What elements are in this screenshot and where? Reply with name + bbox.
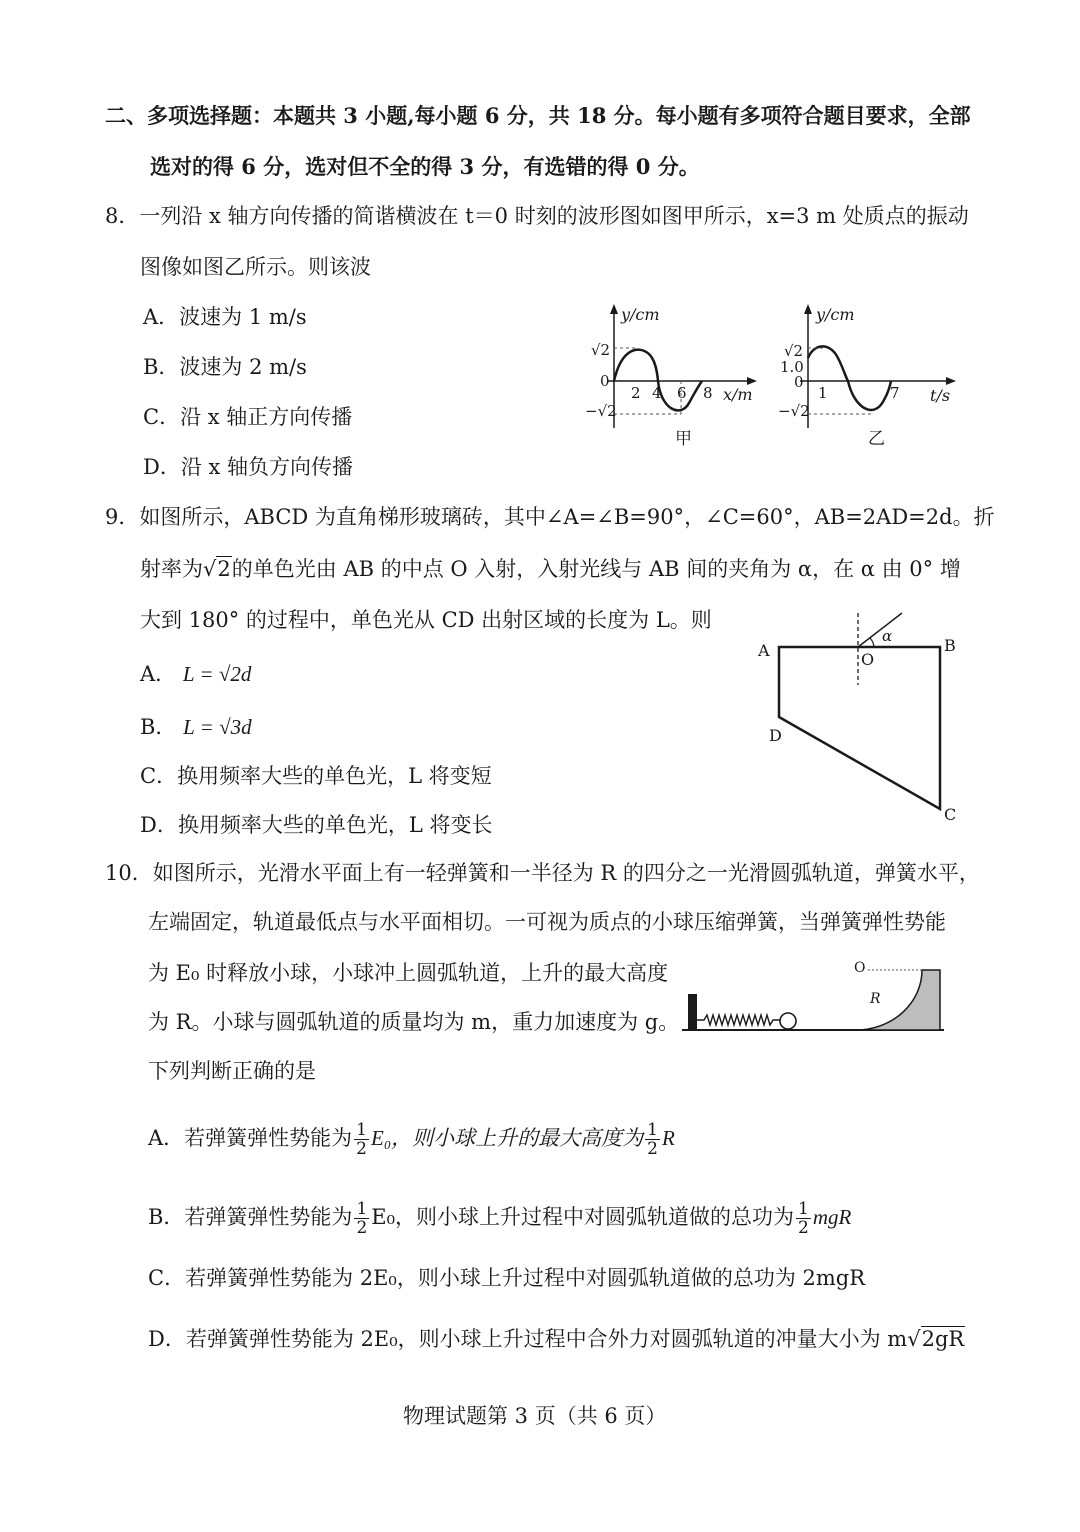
- incident-ray: [858, 613, 902, 647]
- spring: [697, 1015, 780, 1025]
- q10-option-c[interactable]: C．若弹簧弹性势能为 2E₀，则小球上升过程中对圆弧轨道做的总功为 2mgR: [148, 1266, 866, 1290]
- jia-xlabel: x/m: [723, 385, 753, 404]
- q10-option-d[interactable]: D．若弹簧弹性势能为 2E₀，则小球上升过程中合外力对圆弧轨道的冲量大小为 m√2gR: [148, 1327, 965, 1351]
- q10-option-a[interactable]: A．若弹簧弹性势能为 $\frac{1}{2}$ E₀，则小球上升的最大高度为 $\frac{1}{2}$ R: [148, 1120, 675, 1159]
- q9-option-c[interactable]: C．换用频率大些的单色光，L 将变短: [140, 764, 492, 788]
- q10-stem-line3: 为 E₀ 时释放小球，小球冲上圆弧轨道，上升的最大高度: [148, 961, 669, 985]
- label-d: D: [769, 726, 782, 745]
- q9-stem-line2: 射率为√2的单色光由 AB 的中点 O 入射，入射光线与 AB 间的夹角为 α，在 α 由 0° 增: [140, 557, 961, 581]
- q8-option-a[interactable]: A．波速为 1 m/s: [143, 305, 307, 329]
- q10-stem-line2: 左端固定，轨道最低点与水平面相切。一可视为质点的小球压缩弹簧，当弹簧弹性势能: [148, 910, 946, 934]
- q10-stem-line4: 为 R。小球与圆弧轨道的质量均为 m，重力加速度为 g。: [148, 1010, 680, 1034]
- arc-track: [856, 970, 940, 1030]
- section-title-line1: 二、多项选择题：本题共 3 小题,每小题 6 分，共 18 分。每小题有多项符合题目要求，全部: [105, 103, 971, 128]
- jia-ylabel: y/cm: [621, 305, 660, 324]
- jia-x-arrow: [747, 377, 757, 385]
- ball: [780, 1013, 796, 1029]
- q10-stem-line1: 10．如图所示，光滑水平面上有一轻弹簧和一半径为 R 的四分之一光滑圆弧轨道，弹簧水平，: [105, 861, 980, 885]
- q10-stem-line5: 下列判断正确的是: [148, 1059, 316, 1083]
- q8-option-b[interactable]: B．波速为 2 m/s: [143, 355, 307, 379]
- q9-stem-line1: 9．如图所示，ABCD 为直角梯形玻璃砖，其中∠A=∠B=90°，∠C=60°，AB=2AD=2d。折: [105, 505, 995, 529]
- label-a: A: [758, 641, 770, 660]
- wall: [688, 994, 697, 1030]
- q9-option-b[interactable]: B． L = √3d: [140, 715, 252, 739]
- yi-y1: 1.0: [780, 358, 804, 376]
- q8-option-c[interactable]: C．沿 x 轴正方向传播: [143, 405, 353, 429]
- yi-y-arrow: [804, 304, 812, 314]
- yi-tick-7: 7: [890, 384, 900, 402]
- jia-tick-4: 4: [652, 384, 662, 402]
- q9-trapezoid-figure: [752, 605, 967, 830]
- label-o: O: [861, 650, 875, 669]
- page-footer: 物理试题第 3 页（共 6 页）: [403, 1404, 667, 1428]
- q8-stem-line1: 8．一列沿 x 轴方向传播的简谐横波在 t＝0 时刻的波形图如图甲所示，x=3 m 处质点的振动: [105, 204, 969, 228]
- q9-stem-line3: 大到 180° 的过程中，单色光从 CD 出射区域的长度为 L。则: [140, 608, 712, 632]
- q10-spring-track-figure: [678, 952, 950, 1037]
- q8-figure-yi: [772, 298, 962, 448]
- yi-ylabel: y/cm: [816, 305, 855, 324]
- label-o: O: [854, 960, 866, 976]
- yi-caption: 乙: [868, 429, 885, 448]
- label-alpha: α: [882, 627, 893, 645]
- q10-option-b[interactable]: B．若弹簧弹性势能为 $\frac{1}{2}$ E₀，则小球上升过程中对圆弧轨道做的总功为 $\frac{1}{2}$ mgR: [148, 1199, 852, 1238]
- yi-x-arrow: [946, 377, 956, 385]
- label-b: B: [944, 636, 956, 655]
- trapezoid-abcd: [779, 647, 940, 809]
- yi-zero: 0: [794, 373, 804, 391]
- jia-ymax: √2: [591, 341, 611, 359]
- label-c: C: [944, 805, 957, 824]
- jia-y-arrow: [610, 304, 618, 314]
- section-title-line2: 选对的得 6 分，选对但不全的得 3 分，有选错的得 0 分。: [150, 154, 700, 179]
- q8-stem-line2: 图像如图乙所示。则该波: [140, 255, 371, 279]
- jia-ymin: −√2: [585, 402, 617, 420]
- jia-tick-6: 6: [677, 384, 687, 402]
- q9-option-d[interactable]: D．换用频率大些的单色光，L 将变长: [140, 813, 493, 837]
- jia-tick-2: 2: [631, 384, 641, 402]
- q9-option-a[interactable]: A． L = √2d: [140, 662, 252, 686]
- label-r: R: [870, 991, 881, 1007]
- yi-xlabel: t/s: [930, 386, 951, 405]
- jia-caption: 甲: [675, 429, 692, 448]
- jia-tick-8: 8: [703, 384, 713, 402]
- jia-zero: 0: [600, 372, 610, 390]
- yi-tick-1: 1: [818, 384, 828, 402]
- yi-ymin: −√2: [778, 402, 810, 420]
- q8-option-d[interactable]: D．沿 x 轴负方向传播: [143, 455, 354, 479]
- yi-ymax: √2: [784, 342, 804, 360]
- q8-figure-jia: [585, 298, 760, 448]
